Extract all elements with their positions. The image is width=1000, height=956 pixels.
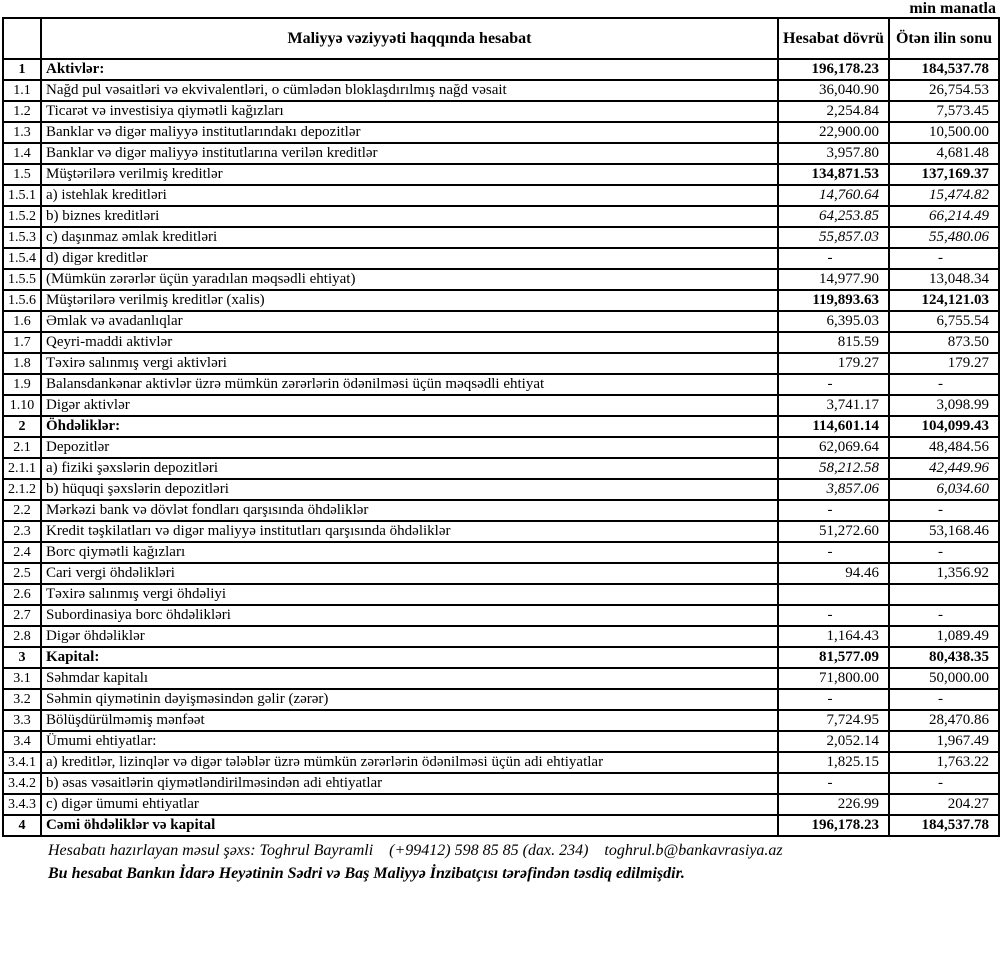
report-footer: [48, 842, 1000, 883]
row-number: 2.4: [3, 542, 41, 563]
row-value-current: -: [778, 605, 889, 626]
row-value-current: 3,957.80: [778, 143, 889, 164]
row-value-previous: 42,449.96: [889, 458, 999, 479]
row-value-current: 22,900.00: [778, 122, 889, 143]
row-label: Müştərilərə verilmiş kreditlər (xalis): [41, 290, 778, 311]
row-number: 3.4.1: [3, 752, 41, 773]
row-label: Təxirə salınmış vergi aktivləri: [41, 353, 778, 374]
row-label: Cari vergi öhdəlikləri: [41, 563, 778, 584]
row-value-previous: -: [889, 500, 999, 521]
table-row: [3, 731, 999, 752]
row-value-current: 58,212.58: [778, 458, 889, 479]
table-row: [3, 122, 999, 143]
row-number: 3.4.2: [3, 773, 41, 794]
row-value-current: 196,178.23: [778, 815, 889, 836]
table-row: [3, 710, 999, 731]
row-number: 1.7: [3, 332, 41, 353]
row-value-current: [778, 584, 889, 605]
row-label: Banklar və digər maliyyə institutlarındakı depozitlər: [41, 122, 778, 143]
row-number: 2.8: [3, 626, 41, 647]
row-number: 3.2: [3, 689, 41, 710]
row-number: 2.7: [3, 605, 41, 626]
table-row: [3, 605, 999, 626]
table-row: [3, 185, 999, 206]
row-label: a) istehlak kreditləri: [41, 185, 778, 206]
header-num-cell: [3, 18, 41, 59]
header-row: [3, 18, 999, 59]
row-value-previous: 184,537.78: [889, 59, 999, 80]
row-label: Kapital:: [41, 647, 778, 668]
row-label: Subordinasiya borc öhdəlikləri: [41, 605, 778, 626]
table-row: [3, 374, 999, 395]
row-number: 1.5.6: [3, 290, 41, 311]
row-value-previous: 3,098.99: [889, 395, 999, 416]
row-value-current: -: [778, 773, 889, 794]
row-label: c) daşınmaz əmlak kreditləri: [41, 227, 778, 248]
row-number: 1.9: [3, 374, 41, 395]
row-label: Səhmdar kapitalı: [41, 668, 778, 689]
financial-position-table: [2, 17, 1000, 837]
row-value-previous: 10,500.00: [889, 122, 999, 143]
row-number: 2.5: [3, 563, 41, 584]
row-label: b) əsas vəsaitlərin qiymətləndirilməsindən adi ehtiyatlar: [41, 773, 778, 794]
row-number: 1.2: [3, 101, 41, 122]
row-number: 1.5.4: [3, 248, 41, 269]
row-value-current: 119,893.63: [778, 290, 889, 311]
table-row: [3, 521, 999, 542]
row-value-current: 55,857.03: [778, 227, 889, 248]
row-label: Balansdankənar aktivlər üzrə mümkün zərərlərin ödənilməsi üçün məqsədli ehtiyat: [41, 374, 778, 395]
col-header-reporting-period: Hesabat dövrü: [778, 18, 889, 59]
table-row: [3, 752, 999, 773]
row-label: b) hüquqi şəxslərin depozitləri: [41, 479, 778, 500]
table-row: [3, 416, 999, 437]
row-number: 1.1: [3, 80, 41, 101]
table-row: [3, 353, 999, 374]
row-number: 2.1: [3, 437, 41, 458]
row-value-previous: 53,168.46: [889, 521, 999, 542]
row-value-previous: 104,099.43: [889, 416, 999, 437]
table-row: [3, 794, 999, 815]
unit-note: min manatla: [909, 0, 996, 17]
row-label: Müştərilərə verilmiş kreditlər: [41, 164, 778, 185]
table-row: [3, 815, 999, 836]
row-label: Depozitlər: [41, 437, 778, 458]
table-row: [3, 458, 999, 479]
row-number: 2.6: [3, 584, 41, 605]
row-label: Ticarət və investisiya qiymətli kağızları: [41, 101, 778, 122]
row-number: 3: [3, 647, 41, 668]
footer-approval-line: Bu hesabat Bankın İdarə Heyətinin Sədri və Baş Maliyyə İnzibatçısı tərəfindən təsdiq edilmişdir.: [48, 865, 685, 882]
table-row: [3, 500, 999, 521]
row-label: Bölüşdürülməmiş mənfəət: [41, 710, 778, 731]
row-value-current: 226.99: [778, 794, 889, 815]
row-value-current: 36,040.90: [778, 80, 889, 101]
row-value-current: 64,253.85: [778, 206, 889, 227]
table-header: [3, 18, 999, 59]
row-value-current: 3,857.06: [778, 479, 889, 500]
row-label: Nağd pul vəsaitləri və ekvivalentləri, o cümlədən bloklaşdırılmış nağd vəsait: [41, 80, 778, 101]
row-value-current: 7,724.95: [778, 710, 889, 731]
table-row: [3, 668, 999, 689]
row-value-current: 3,741.17: [778, 395, 889, 416]
row-value-current: 134,871.53: [778, 164, 889, 185]
table-body: [3, 59, 999, 836]
table-row: [3, 437, 999, 458]
row-number: 3.4: [3, 731, 41, 752]
row-number: 4: [3, 815, 41, 836]
row-label: Digər aktivlər: [41, 395, 778, 416]
row-value-previous: 55,480.06: [889, 227, 999, 248]
table-row: [3, 269, 999, 290]
row-value-current: 179.27: [778, 353, 889, 374]
row-value-current: -: [778, 374, 889, 395]
row-value-previous: 1,967.49: [889, 731, 999, 752]
table-row: [3, 584, 999, 605]
row-value-previous: 124,121.03: [889, 290, 999, 311]
row-label: Qeyri-maddi aktivlər: [41, 332, 778, 353]
row-number: 1.3: [3, 122, 41, 143]
footer-preparer-line: Hesabatı hazırlayan məsul şəxs: Toghrul Bayramli (+99412) 598 85 85 (dax. 234) toghrul.b@bankavrasiya.az: [48, 842, 783, 859]
table-row: [3, 773, 999, 794]
row-value-previous: -: [889, 773, 999, 794]
row-value-current: 6,395.03: [778, 311, 889, 332]
table-row: [3, 143, 999, 164]
row-label: Banklar və digər maliyyə institutlarına verilən kreditlər: [41, 143, 778, 164]
table-row: [3, 101, 999, 122]
row-value-previous: -: [889, 542, 999, 563]
row-label: d) digər kreditlər: [41, 248, 778, 269]
row-number: 1.5: [3, 164, 41, 185]
table-row: [3, 227, 999, 248]
row-value-previous: 28,470.86: [889, 710, 999, 731]
row-value-previous: 137,169.37: [889, 164, 999, 185]
row-number: 1.10: [3, 395, 41, 416]
row-value-previous: 26,754.53: [889, 80, 999, 101]
row-label: c) digər ümumi ehtiyatlar: [41, 794, 778, 815]
table-row: [3, 542, 999, 563]
row-label: Digər öhdəliklər: [41, 626, 778, 647]
table-row: [3, 689, 999, 710]
row-label: Borc qiymətli kağızları: [41, 542, 778, 563]
row-value-current: -: [778, 500, 889, 521]
row-value-previous: -: [889, 374, 999, 395]
row-number: 1.4: [3, 143, 41, 164]
table-row: [3, 563, 999, 584]
row-number: 2.2: [3, 500, 41, 521]
row-value-previous: 873.50: [889, 332, 999, 353]
row-value-current: 94.46: [778, 563, 889, 584]
row-label: Səhmin qiymətinin dəyişməsindən gəlir (zərər): [41, 689, 778, 710]
row-value-previous: 184,537.78: [889, 815, 999, 836]
row-label: a) kreditlər, lizinqlər və digər tələblər üzrə mümkün zərərlərin ödənilməsi üçün adi ehtiyatlar: [41, 752, 778, 773]
row-value-previous: -: [889, 605, 999, 626]
row-value-previous: 15,474.82: [889, 185, 999, 206]
row-value-previous: 1,763.22: [889, 752, 999, 773]
table-row: [3, 290, 999, 311]
row-number: 1.5.1: [3, 185, 41, 206]
row-value-current: 114,601.14: [778, 416, 889, 437]
row-value-current: 196,178.23: [778, 59, 889, 80]
row-number: 2: [3, 416, 41, 437]
table-row: [3, 59, 999, 80]
row-value-previous: 13,048.34: [889, 269, 999, 290]
table-row: [3, 248, 999, 269]
row-label: Öhdəliklər:: [41, 416, 778, 437]
row-value-current: 14,977.90: [778, 269, 889, 290]
row-number: 3.4.3: [3, 794, 41, 815]
table-row: [3, 479, 999, 500]
row-number: 1.5.5: [3, 269, 41, 290]
table-title: Maliyyə vəziyyəti haqqında hesabat: [41, 18, 778, 59]
row-value-current: 62,069.64: [778, 437, 889, 458]
row-number: 1.5.3: [3, 227, 41, 248]
row-label: b) biznes kreditləri: [41, 206, 778, 227]
row-value-previous: 1,356.92: [889, 563, 999, 584]
row-value-current: 14,760.64: [778, 185, 889, 206]
row-label: a) fiziki şəxslərin depozitləri: [41, 458, 778, 479]
row-value-previous: 7,573.45: [889, 101, 999, 122]
row-label: Kredit təşkilatları və digər maliyyə institutları qarşısında öhdəliklər: [41, 521, 778, 542]
row-number: 1.5.2: [3, 206, 41, 227]
table-row: [3, 395, 999, 416]
row-number: 1: [3, 59, 41, 80]
row-value-previous: -: [889, 248, 999, 269]
row-value-previous: 6,034.60: [889, 479, 999, 500]
row-number: 2.1.1: [3, 458, 41, 479]
row-number: 2.1.2: [3, 479, 41, 500]
row-number: 2.3: [3, 521, 41, 542]
row-label: Təxirə salınmış vergi öhdəliyi: [41, 584, 778, 605]
row-label: Cəmi öhdəliklər və kapital: [41, 815, 778, 836]
row-number: 3.3: [3, 710, 41, 731]
table-row: [3, 332, 999, 353]
row-value-previous: 204.27: [889, 794, 999, 815]
row-label: (Mümkün zərərlər üçün yaradılan məqsədli ehtiyat): [41, 269, 778, 290]
row-value-previous: 50,000.00: [889, 668, 999, 689]
row-value-previous: 66,214.49: [889, 206, 999, 227]
row-label: Ümumi ehtiyatlar:: [41, 731, 778, 752]
row-label: Aktivlər:: [41, 59, 778, 80]
row-value-previous: -: [889, 689, 999, 710]
table-row: [3, 206, 999, 227]
table-row: [3, 164, 999, 185]
table-row: [3, 626, 999, 647]
row-value-current: 51,272.60: [778, 521, 889, 542]
row-value-previous: 179.27: [889, 353, 999, 374]
row-value-previous: 4,681.48: [889, 143, 999, 164]
row-value-previous: 80,438.35: [889, 647, 999, 668]
row-value-current: 71,800.00: [778, 668, 889, 689]
row-value-current: 1,164.43: [778, 626, 889, 647]
row-value-current: 815.59: [778, 332, 889, 353]
table-row: [3, 311, 999, 332]
row-number: 3.1: [3, 668, 41, 689]
row-value-previous: [889, 584, 999, 605]
row-value-current: -: [778, 248, 889, 269]
row-value-current: -: [778, 542, 889, 563]
row-value-current: 1,825.15: [778, 752, 889, 773]
row-value-previous: 6,755.54: [889, 311, 999, 332]
table-row: [3, 647, 999, 668]
row-label: Mərkəzi bank və dövlət fondları qarşısında öhdəliklər: [41, 500, 778, 521]
row-value-current: -: [778, 689, 889, 710]
row-value-previous: 48,484.56: [889, 437, 999, 458]
row-value-current: 2,254.84: [778, 101, 889, 122]
col-header-prev-year-end: Ötən ilin sonu: [889, 18, 999, 59]
row-value-current: 81,577.09: [778, 647, 889, 668]
row-label: Əmlak və avadanlıqlar: [41, 311, 778, 332]
row-value-current: 2,052.14: [778, 731, 889, 752]
row-value-previous: 1,089.49: [889, 626, 999, 647]
table-row: [3, 80, 999, 101]
row-number: 1.6: [3, 311, 41, 332]
row-number: 1.8: [3, 353, 41, 374]
